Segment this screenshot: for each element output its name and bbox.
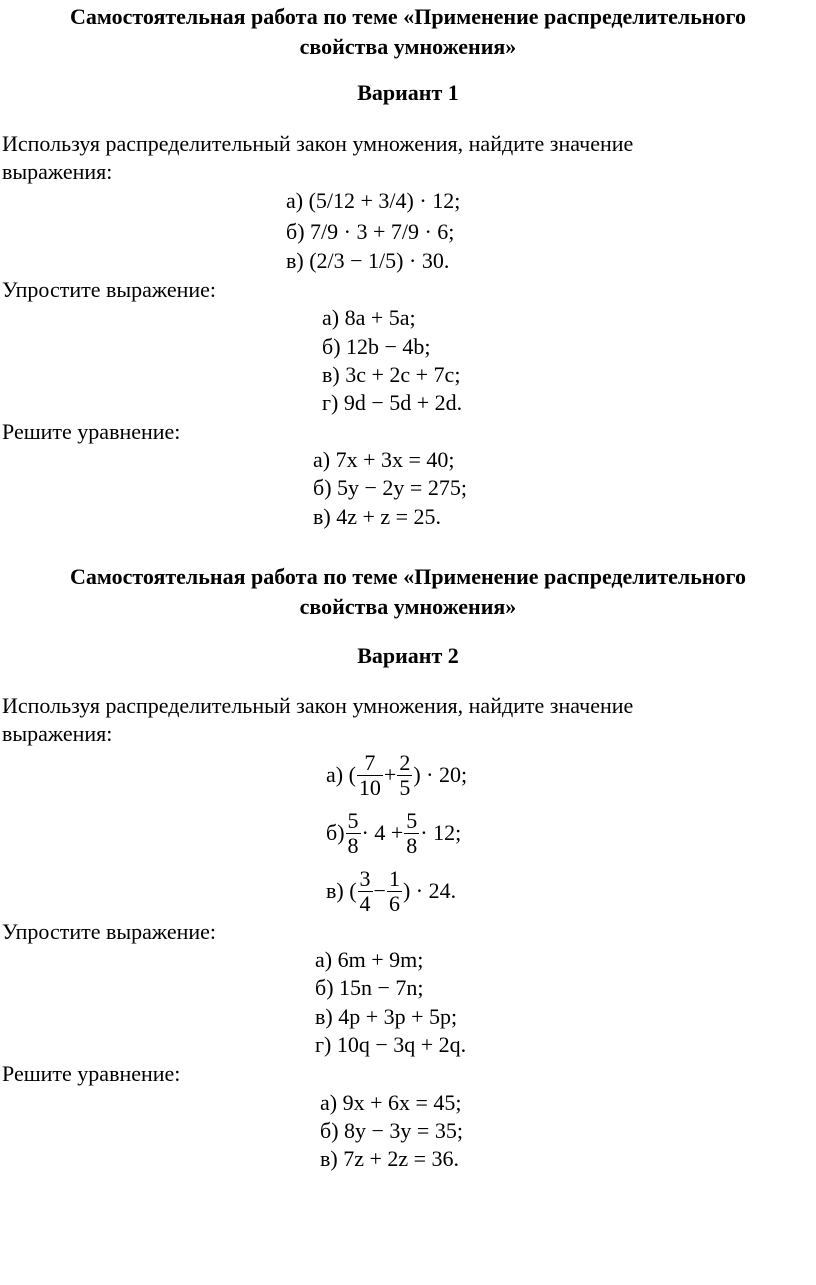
expression-item: а) (5/12 + 3/4) · 12;	[286, 188, 461, 213]
fraction-expression-item	[326, 746, 467, 804]
simplify-item: в) 3c + 2c + 7c;	[322, 362, 461, 387]
expression-item: в) (2/3 − 1/5) · 30.	[286, 248, 450, 273]
simplify-item: а) 8a + 5a;	[322, 305, 416, 330]
expression-label: а) (	[326, 762, 356, 787]
simplify-item: г) 9d − 5d + 2d.	[322, 390, 463, 415]
equation-item: а) 7x + 3x = 40;	[313, 447, 455, 472]
simplify-item: г) 10q − 3q + 2q.	[315, 1032, 467, 1057]
operator: −	[373, 878, 386, 903]
equation-item: б) 5y − 2y = 275;	[313, 475, 467, 500]
numerator: 2	[399, 749, 411, 775]
equation-item: в) 7z + 2z = 36.	[320, 1146, 460, 1171]
fraction	[404, 809, 419, 858]
fraction	[397, 751, 412, 800]
fraction	[358, 867, 373, 916]
task1-instruction: Используя распределительный закон умножения, найдите значение	[2, 693, 634, 718]
fraction	[346, 809, 361, 858]
task1-instruction: Используя распределительный закон умножения, найдите значение	[2, 131, 634, 156]
fraction	[357, 751, 383, 800]
title-line1: Самостоятельная работа по теме «Применение распределительного	[70, 564, 746, 589]
denominator: 10	[358, 774, 381, 800]
numerator: 1	[388, 865, 400, 891]
fraction-expression-item	[326, 862, 456, 920]
denominator: 4	[359, 890, 371, 916]
variant-heading: Вариант 2	[357, 643, 459, 668]
task1-instruction-cont: выражения:	[2, 721, 113, 746]
task2-instruction: Упростите выражение:	[2, 277, 217, 302]
title-line1: Самостоятельная работа по теме «Применение распределительного	[70, 4, 746, 29]
expression-tail: · 12;	[420, 820, 462, 845]
simplify-item: б) 12b − 4b;	[322, 334, 431, 359]
simplify-item: в) 4p + 3p + 5p;	[315, 1004, 458, 1029]
expression-label: б)	[326, 820, 345, 845]
equation-item: а) 9x + 6x = 45;	[320, 1090, 462, 1115]
expression-tail: ) · 24.	[402, 878, 457, 903]
task2-instruction: Упростите выражение:	[2, 919, 217, 944]
numerator: 7	[357, 751, 383, 776]
denominator: 8	[347, 832, 359, 858]
expression-item: б) 7/9 · 3 + 7/9 · 6;	[286, 219, 455, 244]
expression-tail: ) · 20;	[413, 762, 468, 787]
task1-instruction-cont: выражения:	[2, 159, 113, 184]
operator: · 4 +	[361, 820, 404, 845]
title-line2: свойства умножения»	[299, 594, 517, 619]
task3-instruction: Решите уравнение:	[2, 1061, 181, 1086]
denominator: 5	[399, 774, 411, 800]
fraction	[387, 867, 402, 916]
fraction-expression-item	[326, 804, 461, 862]
variant-heading: Вариант 1	[357, 80, 459, 105]
numerator: 3	[359, 865, 371, 891]
equation-item: в) 4z + z = 25.	[313, 504, 442, 529]
operator: +	[383, 762, 397, 787]
expression-label: в) (	[326, 878, 357, 903]
numerator: 5	[347, 807, 359, 833]
simplify-item: б) 15n − 7n;	[315, 975, 424, 1000]
title-line2: свойства умножения»	[299, 34, 517, 59]
denominator: 8	[406, 832, 418, 858]
task3-instruction: Решите уравнение:	[2, 419, 181, 444]
equation-item: б) 8y − 3y = 35;	[320, 1118, 463, 1143]
numerator: 5	[406, 807, 418, 833]
denominator: 6	[388, 890, 400, 916]
simplify-item: а) 6m + 9m;	[315, 947, 424, 972]
